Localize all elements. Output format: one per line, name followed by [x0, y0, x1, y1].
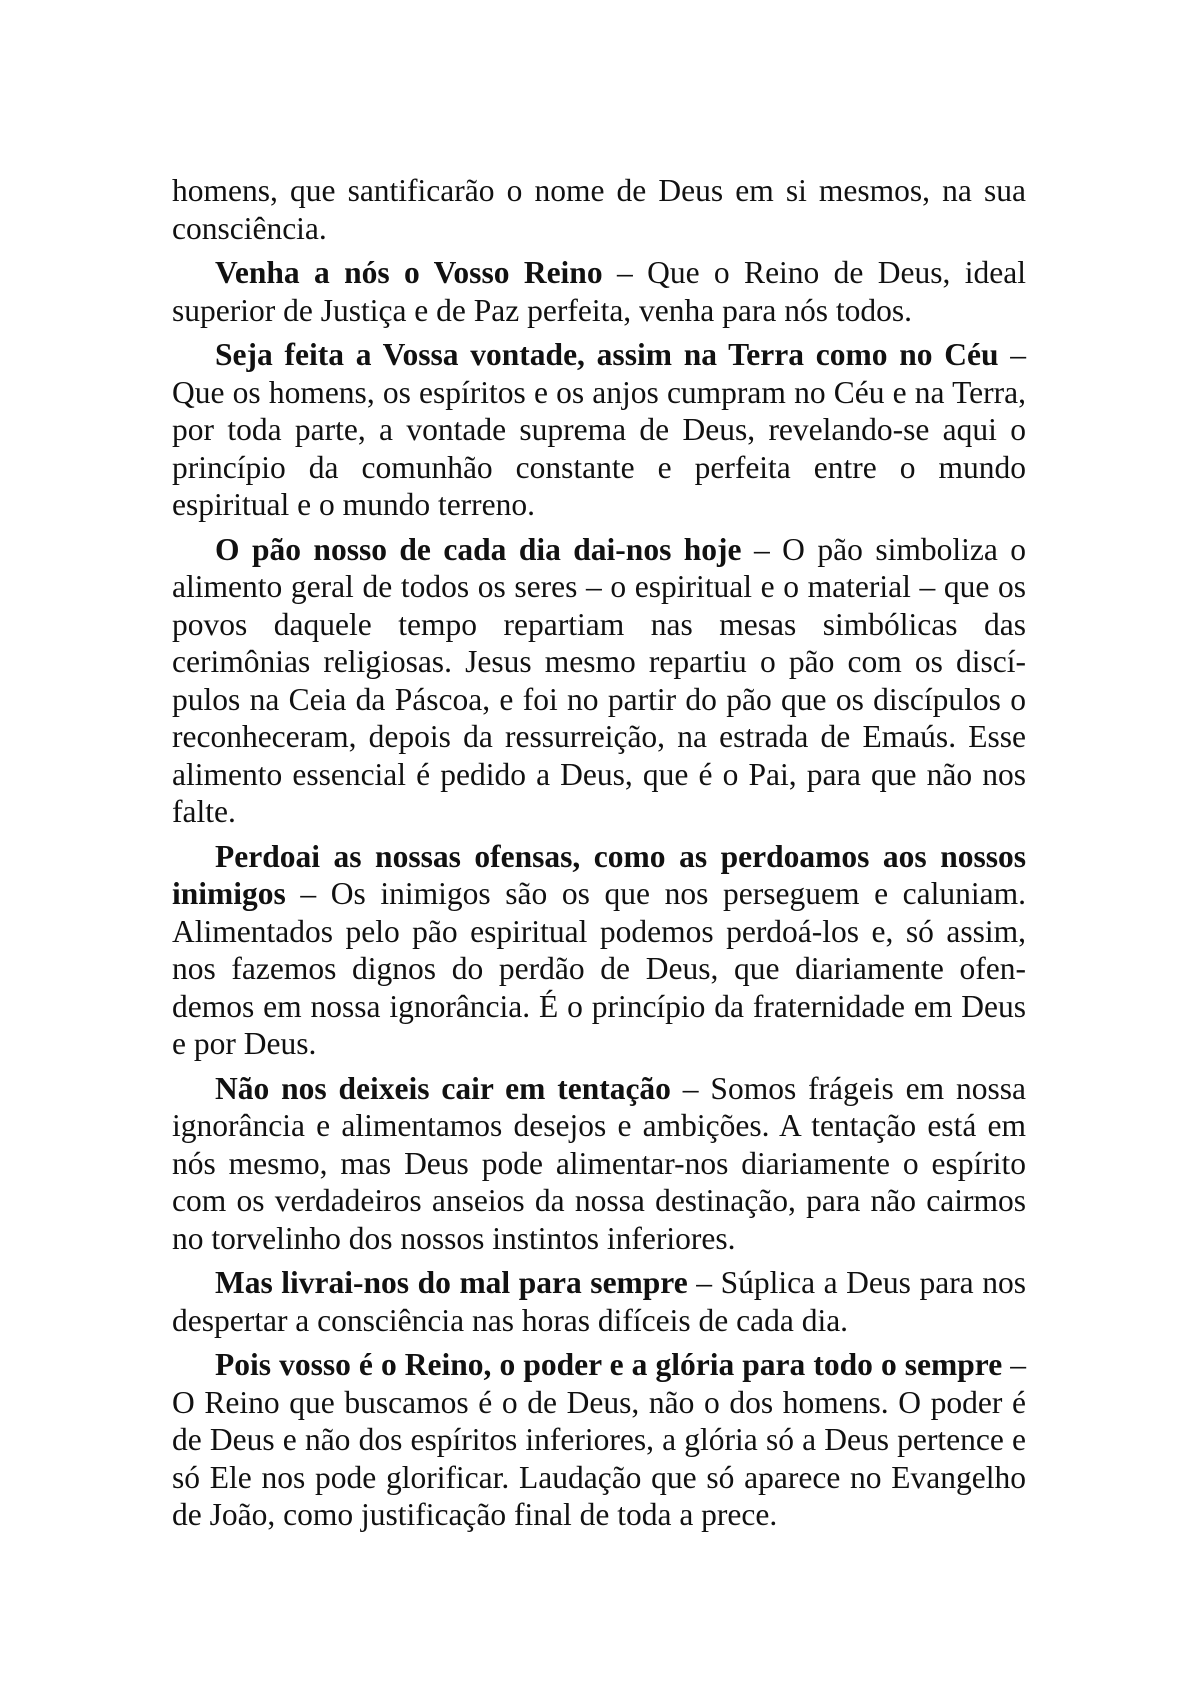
paragraph-text: – O pão simboliza o alimento geral de todos os seres – o espiritual e o material – que os povos daquele tempo repartiam nas mesas simbólicas das cerimônias religiosas. Jesus mesmo repartiu o pão com os discípulos na Ceia da Páscoa, e foi no partir do pão que os discípulos o reconheceram, depois da ressurreição, na estrada de Emaús. Esse alimento essencial é pedido a Deus, que é o Pai, para que não nos falte. [172, 531, 1026, 829]
paragraph-lead: Pois vosso é o Reino, o poder e a glória para todo o sempre [215, 1347, 1003, 1382]
paragraph-text: – Que o Reino de Deus, ideal superior de Justiça e de Paz perfeita, venha para nós todos. [172, 255, 1026, 328]
paragraph-text: – Os inimigos são os que nos perseguem e caluniam. Alimentados pelo pão espiritual podemos perdoá-los e, só assim, nos fazemos dignos do perdão de Deus, que diariamente ofendemos em nossa ignorância. É o princípio da fraternidade em Deus e por Deus. [172, 876, 1026, 1061]
paragraph-lead: Perdoai as nossas ofensas, como as perdoamos aos nossos inimigos [172, 838, 1026, 911]
paragraph [172, 336, 1026, 524]
paragraph [172, 838, 1026, 1063]
paragraph [172, 531, 1026, 831]
paragraph-text: – Que os homens, os espíritos e os anjos cumpram no Céu e na Terra, por toda parte, a vontade suprema de Deus, revelando-se aqui o princípio da comunhão constante e perfeita entre o mundo espiritual e o mundo terreno. [172, 337, 1026, 522]
paragraph-text: – Súplica a Deus para nos despertar a consciência nas horas difíceis de cada dia. [172, 1265, 1026, 1338]
paragraph [172, 1264, 1026, 1339]
paragraph-lead: O pão nosso de cada dia dai-nos hoje [215, 531, 742, 567]
paragraph-lead: Não nos deixeis cair em tentação [215, 1070, 671, 1106]
paragraph-lead: Mas livrai-nos do mal para sempre [215, 1265, 688, 1300]
paragraph [172, 1346, 1026, 1534]
paragraph [172, 1070, 1026, 1258]
paragraph [172, 172, 1026, 247]
paragraph [172, 254, 1026, 329]
paragraph-text: – O Reino que buscamos é o de Deus, não o dos homens. O poder é de Deus e não dos espíritos inferiores, a glória só a Deus pertence e só Ele nos pode glorificar. Laudação que só aparece no Evangelho de João, como justificação final de toda a prece. [172, 1347, 1027, 1532]
paragraph-lead: Venha a nós o Vosso Reino [215, 255, 603, 290]
document-page [172, 172, 1026, 1541]
paragraph-text: homens, que santificarão o nome de Deus em si mesmos, na sua consciência. [172, 173, 1026, 246]
paragraph-lead: Seja feita a Vossa vontade, assim na Terra como no Céu [215, 337, 999, 372]
paragraph-text: – Somos frágeis em nossa ignorância e alimentamos desejos e ambições. A tentação está em nós mesmo, mas Deus pode alimentar-nos diariamente o espírito com os verdadeiros anseios da nossa destinação, para não cairmos no torvelinho dos nossos instintos inferiores. [172, 1070, 1026, 1256]
